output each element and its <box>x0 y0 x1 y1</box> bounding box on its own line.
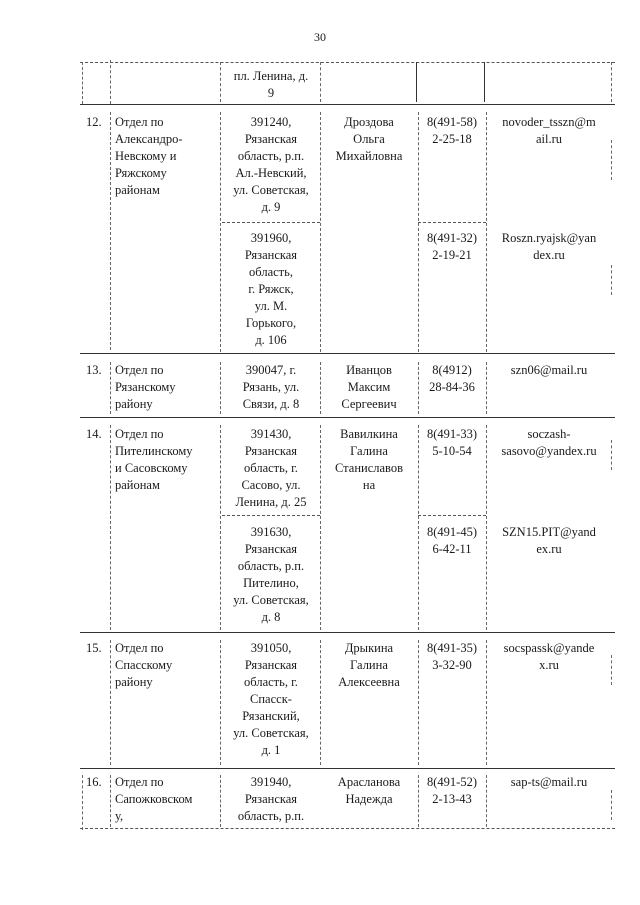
department-cell: Отдел по Сапожковском у, <box>115 775 193 823</box>
phone-cell: 8(491-52) 2-13-43 <box>427 775 477 806</box>
row-number: 15. <box>86 641 102 655</box>
email-cell: soczash- sasovo@yandex.ru <box>501 427 597 458</box>
address-cell: 391960, Рязанская область, г. Ряжск, ул. М. Горького, д. 106 <box>244 231 298 347</box>
address-cell: 390047, г. Рязань, ул. Связи, д. 8 <box>242 363 300 411</box>
department-cell: Отдел по Спасскому району <box>115 641 173 689</box>
department-cell: Отдел по Рязанскому району <box>115 363 176 411</box>
row-number: 12. <box>86 115 102 129</box>
address-cell: 391430, Рязанская область, г. Сасово, ул. Ленина, д. 25 <box>235 427 307 509</box>
email-cell: socspassk@yande x.ru <box>503 641 595 672</box>
phone-cell: 8(491-35) 3-32-90 <box>427 641 477 672</box>
email-cell: SZN15.PIT@yand ex.ru <box>502 525 596 556</box>
row-number: 16. <box>86 775 102 789</box>
head-cell: Дрыкина Галина Алексеевна <box>338 641 400 689</box>
phone-cell: 8(491-33) 5-10-54 <box>427 427 477 458</box>
address-cell: 391940, Рязанская область, р.п. <box>237 775 305 823</box>
address-cell: 391630, Рязанская область, р.п. Пителино, ул. Советская, д. 8 <box>233 525 309 624</box>
head-cell: Арасланова Надежда <box>337 775 401 806</box>
address-cell: пл. Ленина, д. 9 <box>233 69 309 100</box>
row-number: 13. <box>86 363 102 377</box>
email-cell: szn06@mail.ru <box>510 363 588 377</box>
address-cell: 391240, Рязанская область, р.п. Ал.-Невский, ул. Советская, д. 9 <box>233 115 309 214</box>
head-cell: Вавилкина Галина Станиславов на <box>334 427 404 492</box>
address-cell: 391050, Рязанская область, г. Спасск- Рязанский, ул. Советская, д. 1 <box>233 641 309 757</box>
department-cell: Отдел по Александро- Невскому и Ряжскому районам <box>115 115 183 197</box>
phone-cell: 8(4912) 28-84-36 <box>429 363 475 394</box>
phone-cell: 8(491-32) 2-19-21 <box>427 231 477 262</box>
row-number: 14. <box>86 427 102 441</box>
phone-cell: 8(491-58) 2-25-18 <box>427 115 477 146</box>
page-number: 30 <box>314 30 326 44</box>
head-cell: Дроздова Ольга Михайловна <box>335 115 403 163</box>
phone-cell: 8(491-45) 6-42-11 <box>427 525 477 556</box>
email-cell: Roszn.ryajsk@yan dex.ru <box>501 231 597 262</box>
email-cell: sap-ts@mail.ru <box>510 775 588 789</box>
head-cell: Иванцов Максим Сергеевич <box>341 363 397 411</box>
email-cell: novoder_tsszn@m ail.ru <box>502 115 596 146</box>
department-cell: Отдел по Пителинскому и Сасовскому районам <box>115 427 193 492</box>
